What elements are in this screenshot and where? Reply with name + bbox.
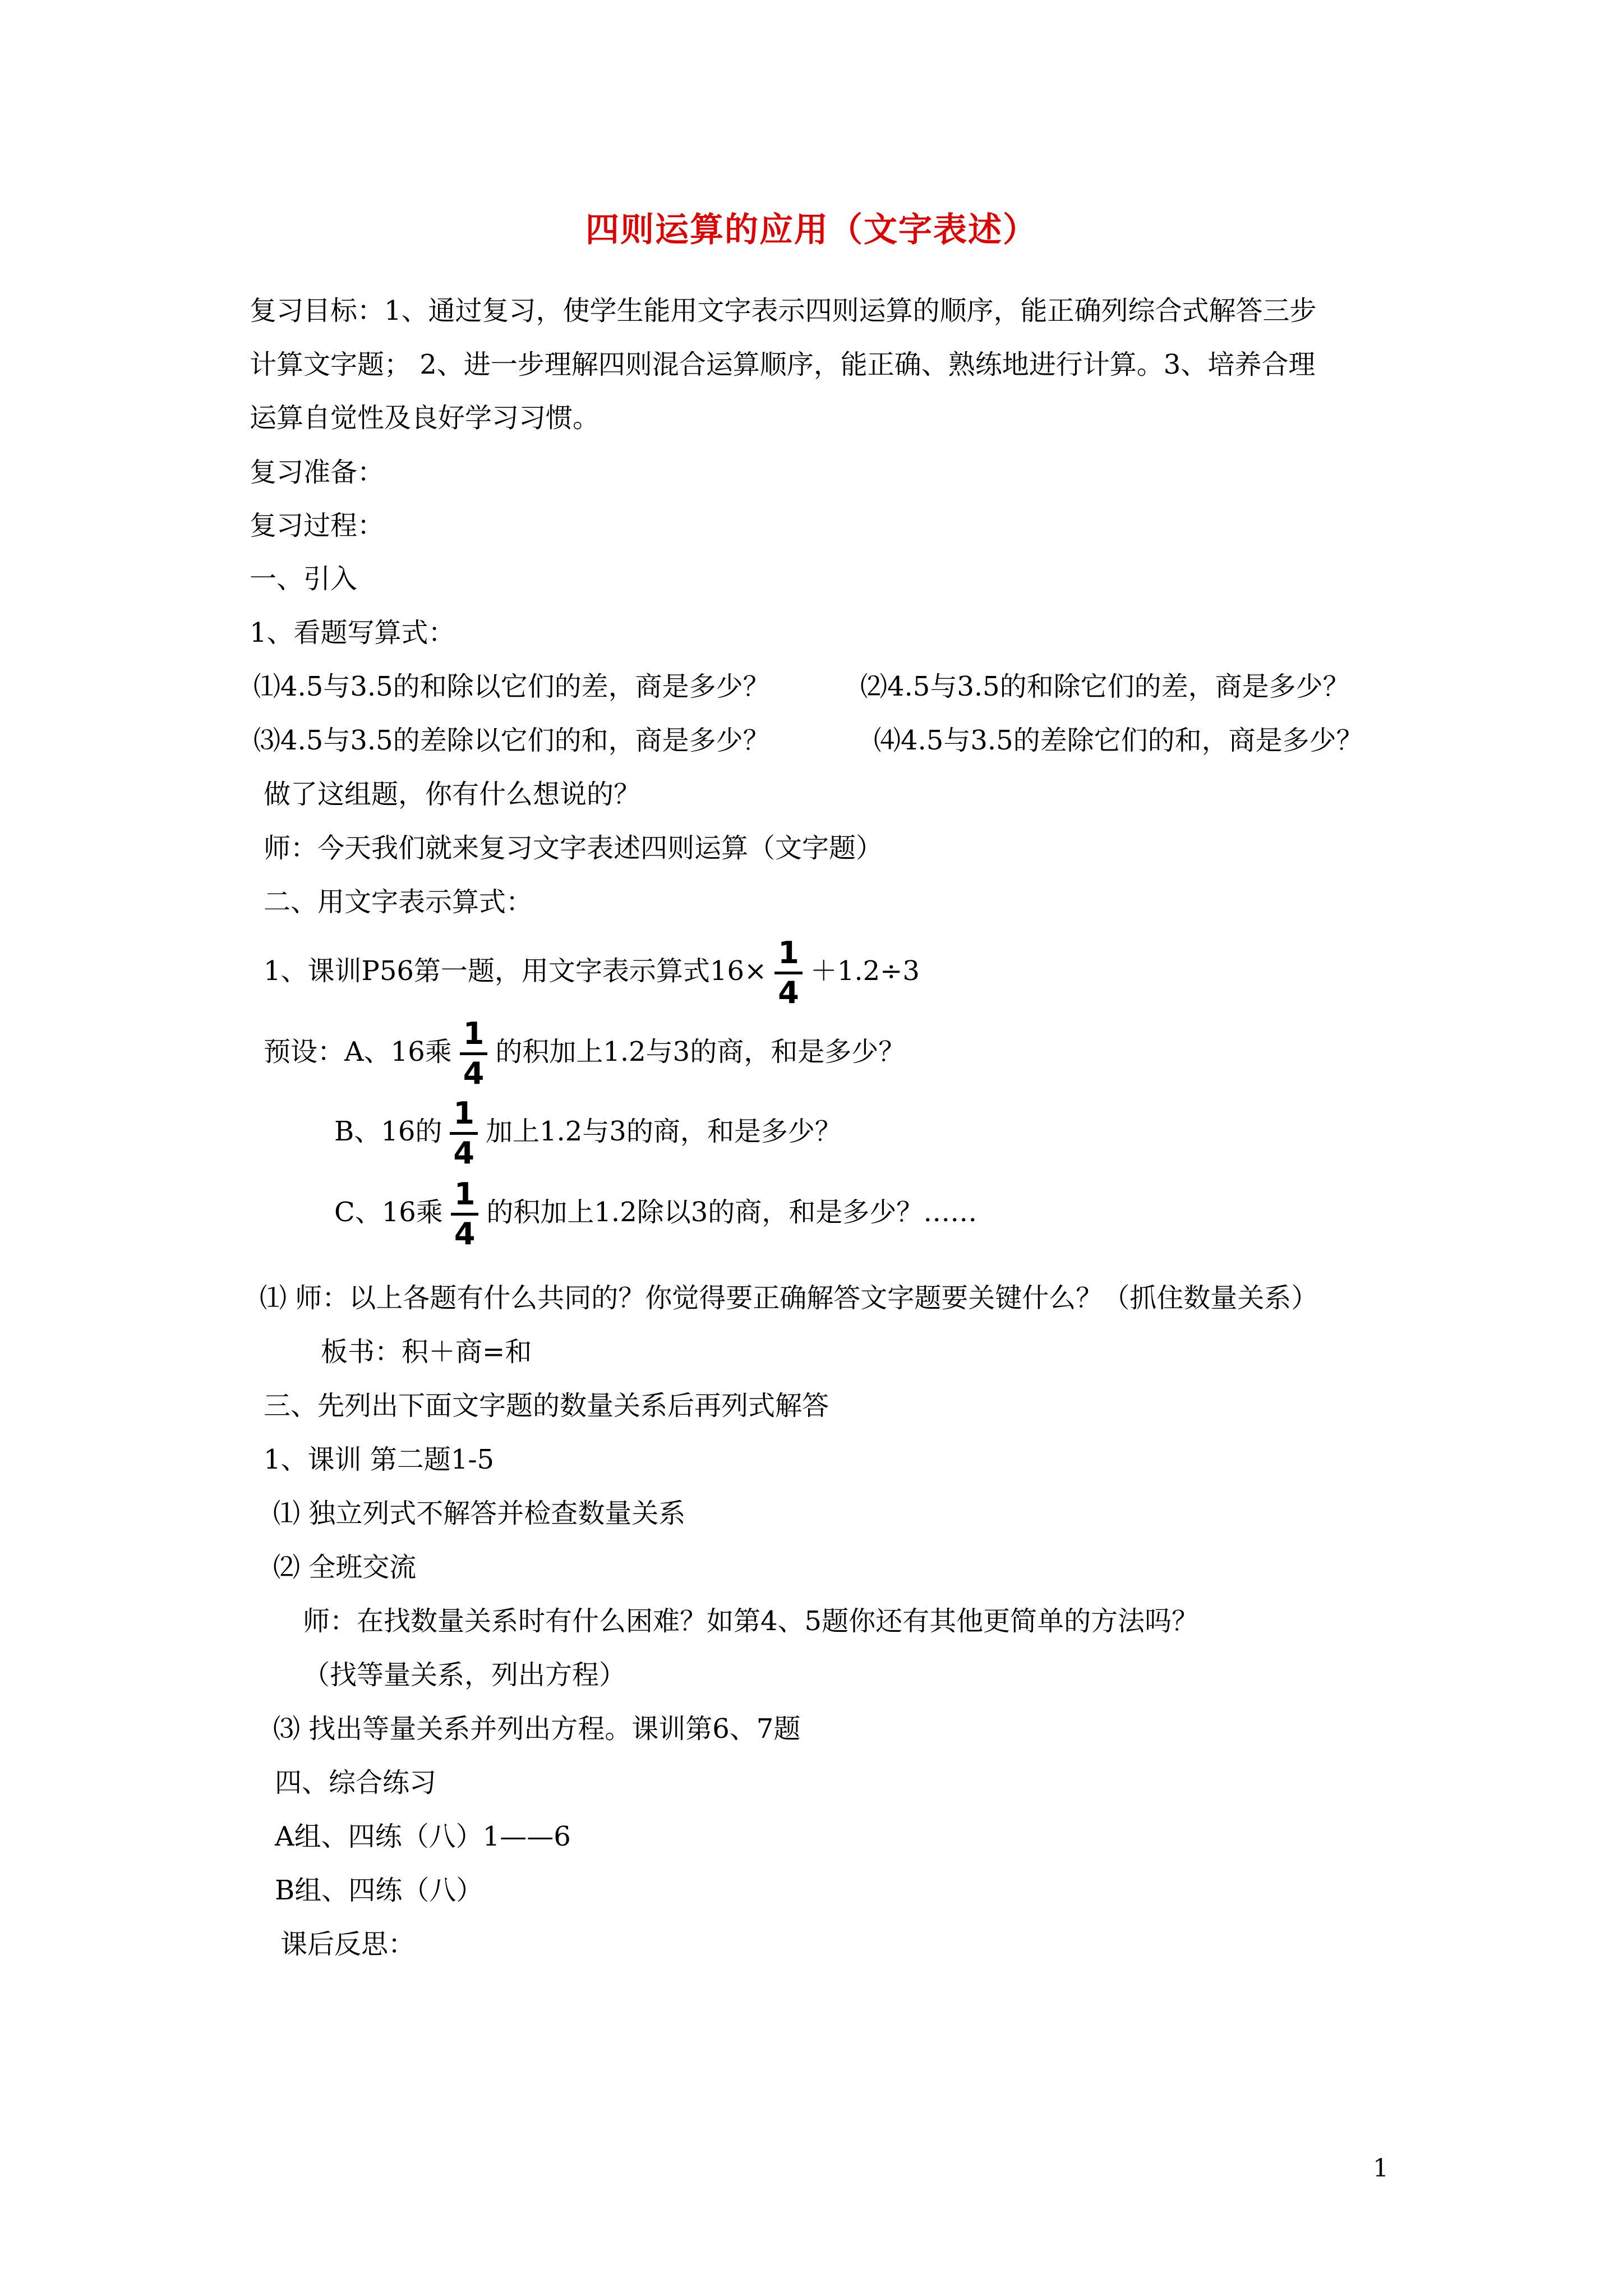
- review-goal-line-1: 复习目标：1、通过复习，使学生能用文字表示四则运算的顺序，能正确列综合式解答三步: [250, 295, 1317, 326]
- teacher-line-2: ⑴ 师：以上各题有什么共同的？你觉得要正确解答文字题要关键什么？（抓住数量关系）: [260, 1282, 1318, 1314]
- fraction-numerator: 1: [450, 1098, 478, 1135]
- preset-b-tail: 加上1.2与3的商，和是多少？: [485, 1116, 842, 1147]
- step-3: ⑶ 找出等量关系并列出方程。课训第6、7题: [273, 1713, 801, 1745]
- review-goal-line-3: 运算自觉性及良好学习习惯。: [250, 402, 600, 434]
- teacher-line-3-hint: （找等量关系，列出方程）: [303, 1659, 626, 1691]
- question-3: ⑶4.5与3.5的差除以它们的和，商是多少？: [253, 725, 770, 756]
- fraction-numerator: 1: [774, 938, 803, 974]
- fraction-denominator: 4: [454, 1216, 476, 1251]
- preset-a-tail: 的积加上1.2与3的商，和是多少？: [495, 1036, 906, 1068]
- item-1: 1、看题写算式：: [250, 617, 455, 648]
- teacher-line-3: 师：在找数量关系时有什么困难？如第4、5题你还有其他更简单的方法吗？: [303, 1605, 1199, 1637]
- fraction-denominator: 4: [463, 1056, 485, 1091]
- section-4-heading: 四、综合练习: [275, 1767, 437, 1798]
- fraction-one-quarter: [774, 935, 803, 1010]
- exercise-1-text: 1、课训P56第一题，用文字表示算式16×: [264, 955, 767, 987]
- step-1: ⑴ 独立列式不解答并检查数量关系: [273, 1498, 686, 1529]
- review-process: 复习过程：: [250, 510, 385, 541]
- section-3-heading: 三、先列出下面文字题的数量关系后再列式解答: [264, 1390, 829, 1421]
- exercise-1-line: [264, 935, 920, 1010]
- page-title: 四则运算的应用（文字表述）: [585, 210, 1038, 250]
- preset-c-tail: 的积加上1.2除以3的商，和是多少？……: [486, 1197, 978, 1228]
- fraction-numerator: 1: [460, 1019, 488, 1055]
- fraction-denominator: 4: [453, 1135, 474, 1171]
- fraction-one-quarter: [460, 1016, 488, 1091]
- question-1: ⑴4.5与3.5的和除以它们的差，商是多少？: [253, 671, 770, 702]
- exercise-2: 1、课训 第二题1-5: [264, 1444, 495, 1475]
- group-b: B组、四练（八）: [275, 1875, 483, 1906]
- review-goal-line-2: 计算文字题； 2、进一步理解四则混合运算顺序，能正确、熟练地进行计算。3、培养合理: [250, 349, 1316, 380]
- preset-b-line: [334, 1096, 842, 1171]
- blackboard-note: 板书：积＋商=和: [321, 1336, 532, 1368]
- step-2: ⑵ 全班交流: [273, 1552, 417, 1583]
- group-a: A组、四练（八）1——6: [275, 1821, 571, 1852]
- preset-c-line: [334, 1176, 978, 1251]
- fraction-numerator: 1: [451, 1179, 479, 1216]
- review-preparation: 复习准备：: [250, 457, 385, 488]
- teacher-line-1: 师：今天我们就来复习文字表述四则运算（文字题）: [264, 832, 883, 864]
- page-number: 1: [1373, 2154, 1389, 2183]
- section-1-heading: 一、引入: [250, 563, 358, 595]
- preset-a-line: [264, 1016, 906, 1091]
- fraction-one-quarter: [451, 1176, 479, 1251]
- question-4: ⑷4.5与3.5的差除它们的和，商是多少？: [874, 725, 1363, 756]
- after-class-reflection: 课后反思：: [280, 1929, 416, 1960]
- fraction-one-quarter: [450, 1096, 478, 1171]
- section-2-heading: 二、用文字表示算式：: [264, 886, 533, 918]
- preset-b-text: B、16的: [334, 1116, 442, 1147]
- question-2: ⑵4.5与3.5的和除它们的差，商是多少？: [860, 671, 1350, 702]
- fraction-denominator: 4: [778, 975, 799, 1010]
- preset-c-text: C、16乘: [334, 1197, 443, 1228]
- preset-a-text: 预设：A、16乘: [264, 1036, 452, 1068]
- exercise-1-expression-tail: ＋1.2÷3: [810, 955, 920, 987]
- reflection-question: 做了这组题，你有什么想说的？: [264, 779, 641, 810]
